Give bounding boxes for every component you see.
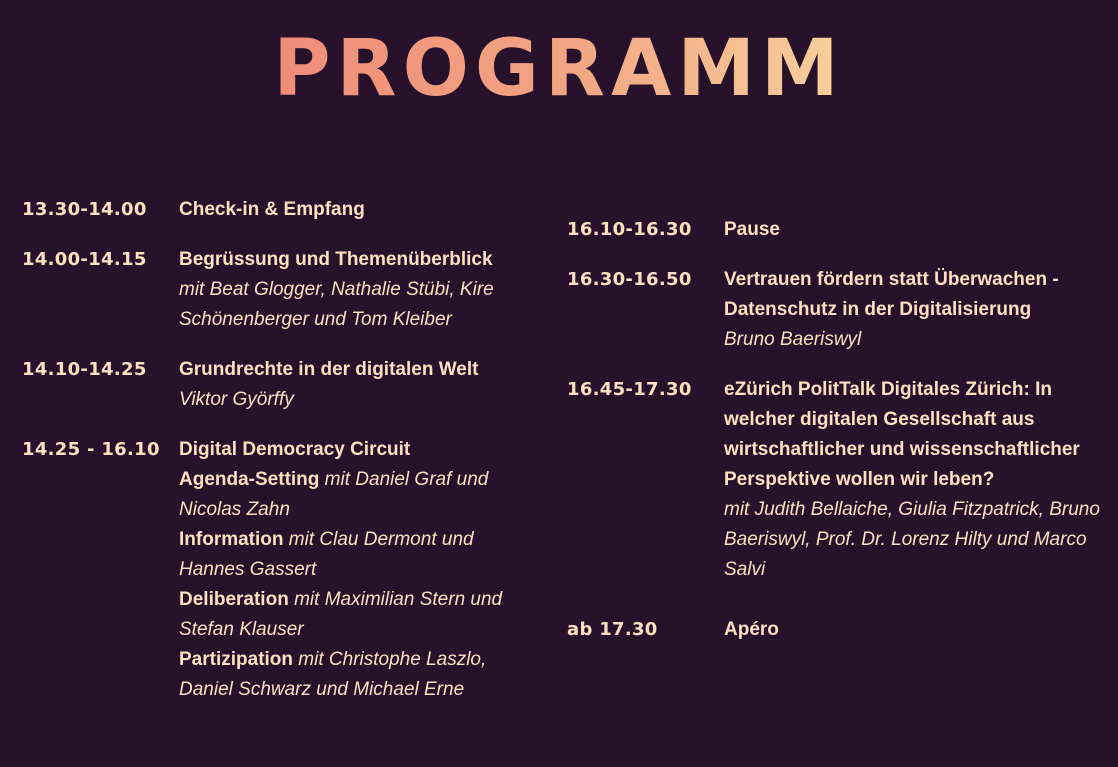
- page-title: [0, 24, 1118, 114]
- schedule-entry: [22, 195, 542, 225]
- entry-body: [724, 375, 1107, 585]
- session-title: Vertrauen fördern statt Überwachen - Datenschutz in der Digitalisierung: [724, 269, 1059, 320]
- station-speakers: mit Maximilian Stern und Stefan Klauser: [179, 589, 503, 640]
- station-label: Partizipation: [179, 649, 294, 670]
- station-label: Information: [179, 529, 284, 550]
- entry-body: [179, 435, 542, 705]
- entry-body: [724, 215, 1107, 245]
- session-speakers: mit Judith Bellaiche, Giulia Fitzpatrick, Bruno Baeriswyl, Prof. Dr. Lorenz Hilty und Marco Salvi: [724, 499, 1100, 580]
- page-title-text: PROGRAMM: [273, 24, 845, 114]
- station-speakers: mit Christophe Laszlo, Daniel Schwarz und Michael Erne: [179, 649, 487, 700]
- schedule-entry: [22, 435, 542, 705]
- entry-body: [724, 615, 1107, 645]
- session-title: Check-in & Empfang: [179, 199, 365, 220]
- session-speakers: Bruno Baeriswyl: [724, 329, 862, 350]
- session-title: Grundrechte in der digitalen Welt: [179, 359, 479, 380]
- entry-time: 16.10-16.30: [567, 219, 692, 240]
- schedule-entry: [22, 355, 542, 415]
- station-label: Agenda-Setting: [179, 469, 320, 490]
- circuit-station: [179, 585, 542, 645]
- entry-time: 14.25 - 16.10: [22, 439, 160, 460]
- session-title: Digital Democracy Circuit: [179, 439, 411, 460]
- schedule-entry: [567, 615, 1107, 645]
- entry-time: 14.00-14.15: [22, 249, 147, 270]
- station-label: Deliberation: [179, 589, 289, 610]
- entry-time: 16.45-17.30: [567, 379, 692, 400]
- station-speakers: mit Daniel Graf und Nicolas Zahn: [179, 469, 489, 520]
- schedule-right-column: [567, 215, 1107, 665]
- entry-time: 13.30-14.00: [22, 199, 147, 220]
- session-title: Pause: [724, 219, 780, 240]
- entry-time: 14.10-14.25: [22, 359, 147, 380]
- entry-time: 16.30-16.50: [567, 269, 692, 290]
- session-title: Apéro: [724, 619, 779, 640]
- session-speakers: Viktor Györffy: [179, 389, 294, 410]
- entry-body: [179, 245, 542, 335]
- station-speakers: mit Clau Dermont und Hannes Gassert: [179, 529, 474, 580]
- circuit-station: [179, 645, 542, 705]
- schedule-entry: [22, 245, 542, 335]
- session-speakers: mit Beat Glogger, Nathalie Stübi, Kire Schönenberger und Tom Kleiber: [179, 279, 494, 330]
- circuit-station: [179, 525, 542, 585]
- schedule-entry: [567, 375, 1107, 585]
- entry-time: ab 17.30: [567, 619, 658, 640]
- entry-body: [724, 265, 1107, 355]
- entry-body: [179, 195, 542, 225]
- schedule-left-column: [22, 195, 542, 725]
- schedule-entry: [567, 215, 1107, 245]
- entry-body: [179, 355, 542, 415]
- session-title: Begrüssung und Themenüberblick: [179, 249, 493, 270]
- circuit-station: [179, 465, 542, 525]
- session-title: eZürich PolitTalk Digitales Zürich: In welcher digitalen Gesellschaft aus wirtschaftlicher und wissenschaftlicher Perspektive wollen wir leben?: [724, 379, 1080, 490]
- schedule-entry: [567, 265, 1107, 355]
